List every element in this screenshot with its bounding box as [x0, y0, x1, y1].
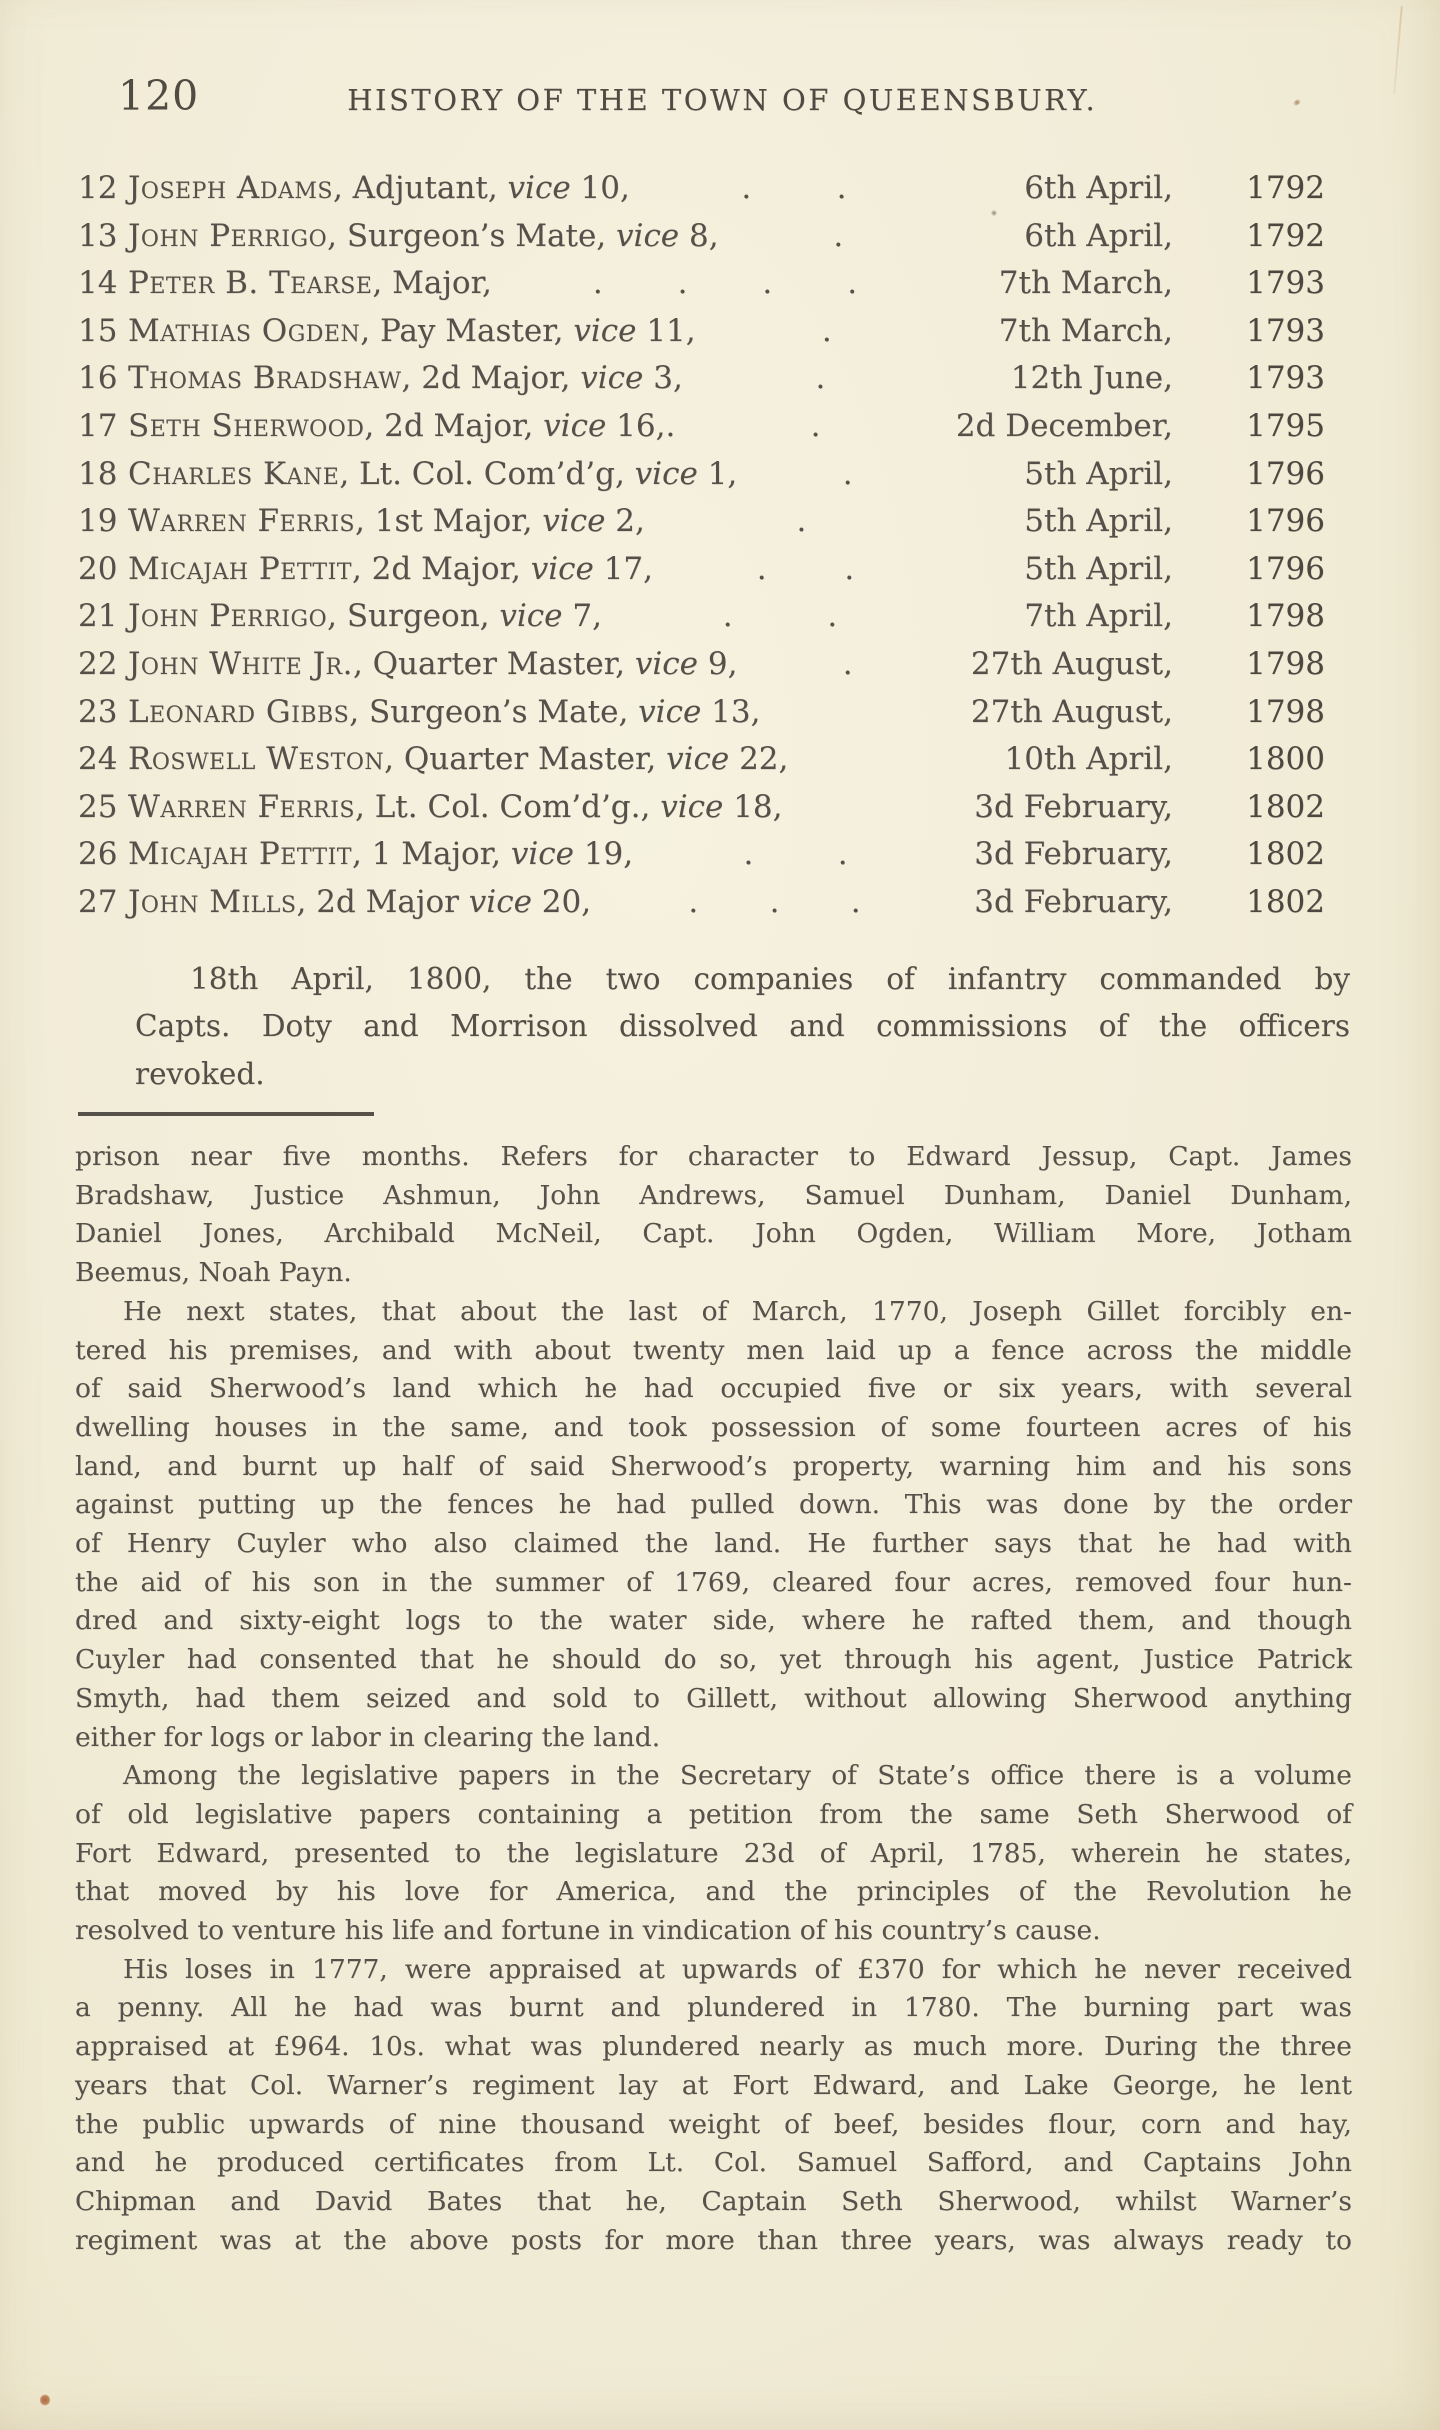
- commission-date: 6th April,: [1024, 217, 1173, 254]
- commission-year: 1798: [1246, 598, 1325, 635]
- roster-num: 18: [78, 455, 118, 492]
- roster-num: 26: [78, 836, 118, 873]
- roster-row: [78, 408, 1325, 456]
- leader-dot: .: [741, 170, 752, 206]
- officer-name: Charles Kane: [128, 455, 340, 492]
- footnote-section: [75, 1138, 1352, 2260]
- officer-name: John Perrigo: [128, 217, 328, 254]
- roster-row: [78, 789, 1325, 837]
- roster-entry: Micajah Pettit, 2d Major, vice 17,: [128, 550, 653, 587]
- roster-entry: Seth Sherwood, 2d Major, vice 16,.: [128, 407, 676, 444]
- officer-name: Peter B. Tearse: [128, 265, 373, 302]
- footnote-line: of Henry Cuyler who also claimed the land. He further says that he had with: [75, 1528, 1352, 1560]
- roster-row: [78, 741, 1325, 789]
- leader-dots: [602, 598, 958, 634]
- footnote-line: years that Col. Warner’s regiment lay at Fort Edward, and Lake George, he lent: [75, 2069, 1352, 2101]
- roster-row: [78, 170, 1325, 218]
- commission-date: 27th August,: [970, 645, 1173, 682]
- leader-dots: [645, 503, 958, 539]
- roster-row: [78, 360, 1325, 408]
- commission-year: 1798: [1246, 693, 1325, 730]
- roster-entry: Peter B. Tearse, Major,: [128, 265, 492, 302]
- leader-dot: .: [722, 598, 733, 635]
- vice-italic: vice: [543, 407, 607, 444]
- vice-italic: vice: [660, 788, 724, 825]
- footnote-separator-rule: [78, 1112, 374, 1116]
- footnote-line: a penny. All he had was burnt and plundered in 1780. The burning part was: [75, 1992, 1352, 2024]
- roster-row: [78, 218, 1325, 266]
- leader-dots: [737, 646, 958, 682]
- commission-year: 1800: [1246, 741, 1325, 778]
- footnote-line: regiment was at the above posts for more than three years, was always ready to: [75, 2224, 1352, 2256]
- commission-year: 1796: [1246, 550, 1325, 587]
- commission-date: 5th April,: [1024, 550, 1173, 587]
- footnote-line: tered his premises, and with about twenty men laid up a fence across the middle: [75, 1334, 1352, 1366]
- footnote-line: and he produced certificates from Lt. Col. Samuel Safford, and Captains John: [75, 2147, 1352, 2179]
- roster-entry: Warren Ferris, Lt. Col. Com’d’g., vice 18,: [128, 788, 783, 825]
- commission-year: 1792: [1246, 217, 1325, 254]
- roster-num: 17: [78, 407, 118, 444]
- commission-date: 3d February,: [974, 836, 1173, 873]
- footnote-line: dred and sixty-eight logs to the water side, where he rafted them, and though: [75, 1605, 1352, 1637]
- footnote-line: the aid of his son in the summer of 1769, cleared four acres, removed four hun-: [75, 1566, 1352, 1598]
- roster-num: 16: [78, 360, 118, 397]
- commission-year: 1796: [1246, 455, 1325, 492]
- leader-dots: [630, 170, 958, 206]
- vice-italic: vice: [507, 170, 571, 206]
- commission-date: 6th April,: [1024, 170, 1173, 206]
- roster-entry: Thomas Bradshaw, 2d Major, vice 3,: [128, 360, 683, 397]
- leader-dot: .: [836, 170, 847, 206]
- footnote-line: Among the legislative papers in the Secretary of State’s office there is a volume: [123, 1760, 1352, 1792]
- leader-dot: .: [796, 503, 807, 540]
- roster-entry: John Mills, 2d Major vice 20,: [128, 883, 592, 920]
- leader-dots: [492, 265, 958, 301]
- leader-dots: [683, 360, 958, 396]
- commission-date: 7th March,: [998, 312, 1173, 349]
- footnote-line: that moved by his love for America, and the principles of the Revolution he: [75, 1876, 1352, 1908]
- footnote-line: either for logs or labor in clearing the land.: [75, 1721, 661, 1753]
- vice-italic: vice: [616, 217, 680, 254]
- officer-name: Warren Ferris: [128, 503, 356, 540]
- leader-dot: .: [743, 836, 754, 873]
- roster-row: [78, 694, 1325, 742]
- roster-row: [78, 265, 1325, 313]
- officers-roster: [78, 170, 1325, 932]
- leader-dots: [719, 218, 958, 254]
- vice-italic: vice: [580, 360, 644, 397]
- officer-name: Roswell Weston: [128, 741, 385, 778]
- leader-dot: .: [844, 550, 855, 587]
- roster-entry: Leonard Gibbs, Surgeon’s Mate, vice 13,: [128, 693, 761, 730]
- footnote-line: Bradshaw, Justice Ashmun, John Andrews, Samuel Dunham, Daniel Dunham,: [75, 1179, 1352, 1211]
- roster-num: 22: [78, 645, 118, 682]
- roster-row: [78, 646, 1325, 694]
- roster-num: 24: [78, 741, 118, 778]
- leader-dot: .: [833, 217, 844, 254]
- commission-year: 1795: [1246, 407, 1325, 444]
- commission-date: 7th April,: [1024, 598, 1173, 635]
- leader-dot: .: [756, 550, 767, 587]
- officer-name: Warren Ferris: [128, 788, 356, 825]
- roster-entry: Micajah Pettit, 1 Major, vice 19,: [128, 836, 634, 873]
- footnote-line: land, and burnt up half of said Sherwood’s property, warning him and his sons: [75, 1450, 1352, 1482]
- footnote-line: against putting up the fences he had pulled down. This was done by the order: [75, 1489, 1352, 1521]
- vice-italic: vice: [510, 836, 574, 873]
- footnote-line: prison near five months. Refers for character to Edward Jessup, Capt. James: [75, 1141, 1352, 1172]
- leader-dot: .: [850, 883, 861, 920]
- commission-year: 1802: [1246, 788, 1325, 825]
- page-header: [0, 0, 1440, 120]
- footnote-line: Smyth, had them seized and sold to Gillett, without allowing Sherwood anything: [75, 1682, 1352, 1714]
- roster-entry: Mathias Ogden, Pay Master, vice 11,: [128, 312, 696, 349]
- leader-dot: .: [769, 883, 780, 920]
- commission-year: 1793: [1246, 312, 1325, 349]
- roster-row: [78, 456, 1325, 504]
- footnote-line: of old legislative papers containing a petition from the same Seth Sherwood of: [75, 1798, 1352, 1830]
- leader-dots: [591, 884, 958, 920]
- leader-dot: .: [842, 455, 853, 492]
- footnote-line: the public upwards of nine thousand weight of beef, besides flour, corn and hay,: [75, 2108, 1352, 2140]
- commission-date: 12th June,: [1010, 360, 1173, 397]
- commission-year: 1798: [1246, 645, 1325, 682]
- commission-year: 1793: [1246, 265, 1325, 302]
- leader-dot: .: [842, 645, 853, 682]
- roster-num: 25: [78, 788, 118, 825]
- vice-italic: vice: [542, 503, 606, 540]
- footnote-line: Cuyler had consented that he should do so, yet through his agent, Justice Patrick: [75, 1644, 1352, 1676]
- footnote-line: Beemus, Noah Payn.: [75, 1257, 352, 1289]
- footnote-line: Fort Edward, presented to the legislature 23d of April, 1785, wherein he states,: [75, 1837, 1352, 1869]
- footnote-line: His loses in 1777, were appraised at upwards of £370 for which he never received: [123, 1953, 1352, 1985]
- vice-italic: vice: [573, 312, 637, 349]
- footnote-line: dwelling houses in the same, and took possession of some fourteen acres of his: [75, 1411, 1352, 1443]
- footnote-line: He next states, that about the last of March, 1770, Joseph Gillet forcibly en-: [123, 1295, 1352, 1327]
- officer-name: Mathias Ogden: [128, 312, 361, 349]
- officer-name: Joseph Adams: [128, 170, 333, 206]
- roster-num: 21: [78, 598, 118, 635]
- leader-dots: [696, 313, 958, 349]
- paper-speck: [40, 2394, 50, 2406]
- leader-dot: .: [762, 265, 773, 302]
- commission-date: 2d December,: [955, 407, 1173, 444]
- commission-date: 3d February,: [974, 883, 1173, 920]
- leader-dots: [675, 408, 956, 444]
- officer-name: John White Jr.: [128, 645, 353, 682]
- vice-italic: vice: [499, 598, 563, 635]
- paragraph-line: Capts. Doty and Morrison dissolved and commissions of the officers: [135, 1009, 1350, 1043]
- roster-num: 14: [78, 265, 118, 302]
- roster-num: 15: [78, 312, 118, 349]
- roster-num: 12: [78, 170, 118, 206]
- roster-row: [78, 551, 1325, 599]
- commission-date: 3d February,: [974, 788, 1173, 825]
- roster-entry: Roswell Weston, Quarter Master, vice 22,: [128, 741, 789, 778]
- leader-dots: [633, 836, 958, 872]
- vice-italic: vice: [634, 645, 698, 682]
- leader-dot: .: [677, 265, 688, 302]
- leader-dot: .: [688, 883, 699, 920]
- vice-italic: vice: [530, 550, 594, 587]
- commission-year: 1796: [1246, 503, 1325, 540]
- page-number: 120: [118, 72, 200, 120]
- footnote-line: of said Sherwood’s land which he had occupied five or six years, with several: [75, 1373, 1352, 1405]
- roster-row: [78, 598, 1325, 646]
- footnote-line: resolved to venture his life and fortune in vindication of his country’s cause.: [75, 1915, 1101, 1947]
- paragraph-line: 18th April, 1800, the two companies of infantry commanded by: [190, 961, 1350, 996]
- footnote-line: appraised at £964. 10s. what was plundered nearly as much more. During the three: [75, 2031, 1352, 2063]
- roster-row: [78, 884, 1325, 932]
- officer-name: John Perrigo: [128, 598, 328, 635]
- commission-date: 27th August,: [970, 693, 1173, 730]
- roster-row: [78, 313, 1325, 361]
- roster-entry: Joseph Adams, Adjutant, vice 10,: [128, 170, 630, 206]
- roster-entry: John White Jr., Quarter Master, vice 9,: [128, 645, 738, 682]
- vice-italic: vice: [638, 693, 702, 730]
- leader-dot: .: [592, 265, 603, 302]
- commission-date: 5th April,: [1024, 503, 1173, 540]
- officer-name: Thomas Bradshaw: [128, 360, 402, 397]
- footnote-line: Daniel Jones, Archibald McNeil, Capt. John Ogden, William More, Jotham: [75, 1218, 1352, 1250]
- roster-row: [78, 836, 1325, 884]
- officer-name: John Mills: [128, 883, 297, 920]
- roster-entry: John Perrigo, Surgeon, vice 7,: [128, 598, 602, 635]
- roster-entry: Charles Kane, Lt. Col. Com’d’g, vice 1,: [128, 455, 738, 492]
- running-head: HISTORY OF THE TOWN OF QUEENSBURY.: [347, 83, 1098, 117]
- officer-name: Seth Sherwood: [128, 407, 365, 444]
- vice-italic: vice: [468, 883, 532, 920]
- leader-dots: [737, 456, 958, 492]
- roster-num: 27: [78, 883, 118, 920]
- commission-year: 1802: [1246, 836, 1325, 873]
- roster-entry: John Perrigo, Surgeon’s Mate, vice 8,: [128, 217, 719, 254]
- commission-year: 1792: [1246, 170, 1325, 206]
- roster-row: [78, 503, 1325, 551]
- leader-dot: .: [827, 598, 838, 635]
- roster-num: 19: [78, 503, 118, 540]
- commission-year: 1802: [1246, 883, 1325, 920]
- roster-num: 20: [78, 550, 118, 587]
- officer-name: Micajah Pettit: [128, 836, 352, 873]
- commission-date: 5th April,: [1024, 455, 1173, 492]
- footnote-line: Chipman and David Bates that he, Captain Seth Sherwood, whilst Warner’s: [75, 2185, 1352, 2217]
- commission-year: 1793: [1246, 360, 1325, 397]
- revocation-paragraph: [135, 956, 1350, 1099]
- leader-dot: .: [847, 265, 858, 302]
- officer-name: Micajah Pettit: [128, 550, 352, 587]
- commission-date: 10th April,: [1004, 741, 1173, 778]
- leader-dot: .: [815, 360, 826, 397]
- paper-speck: [991, 210, 997, 216]
- commission-date: 7th March,: [998, 265, 1173, 302]
- officer-name: Leonard Gibbs: [128, 693, 350, 730]
- roster-num: 13: [78, 217, 118, 254]
- leader-dot: .: [821, 312, 832, 349]
- leader-dot: .: [837, 836, 848, 873]
- leader-dots: [653, 551, 958, 587]
- roster-entry: Warren Ferris, 1st Major, vice 2,: [128, 503, 645, 540]
- paragraph-line: revoked.: [135, 1056, 265, 1091]
- vice-italic: vice: [666, 741, 730, 778]
- roster-num: 23: [78, 693, 118, 730]
- leader-dot: .: [810, 407, 821, 444]
- vice-italic: vice: [634, 455, 698, 492]
